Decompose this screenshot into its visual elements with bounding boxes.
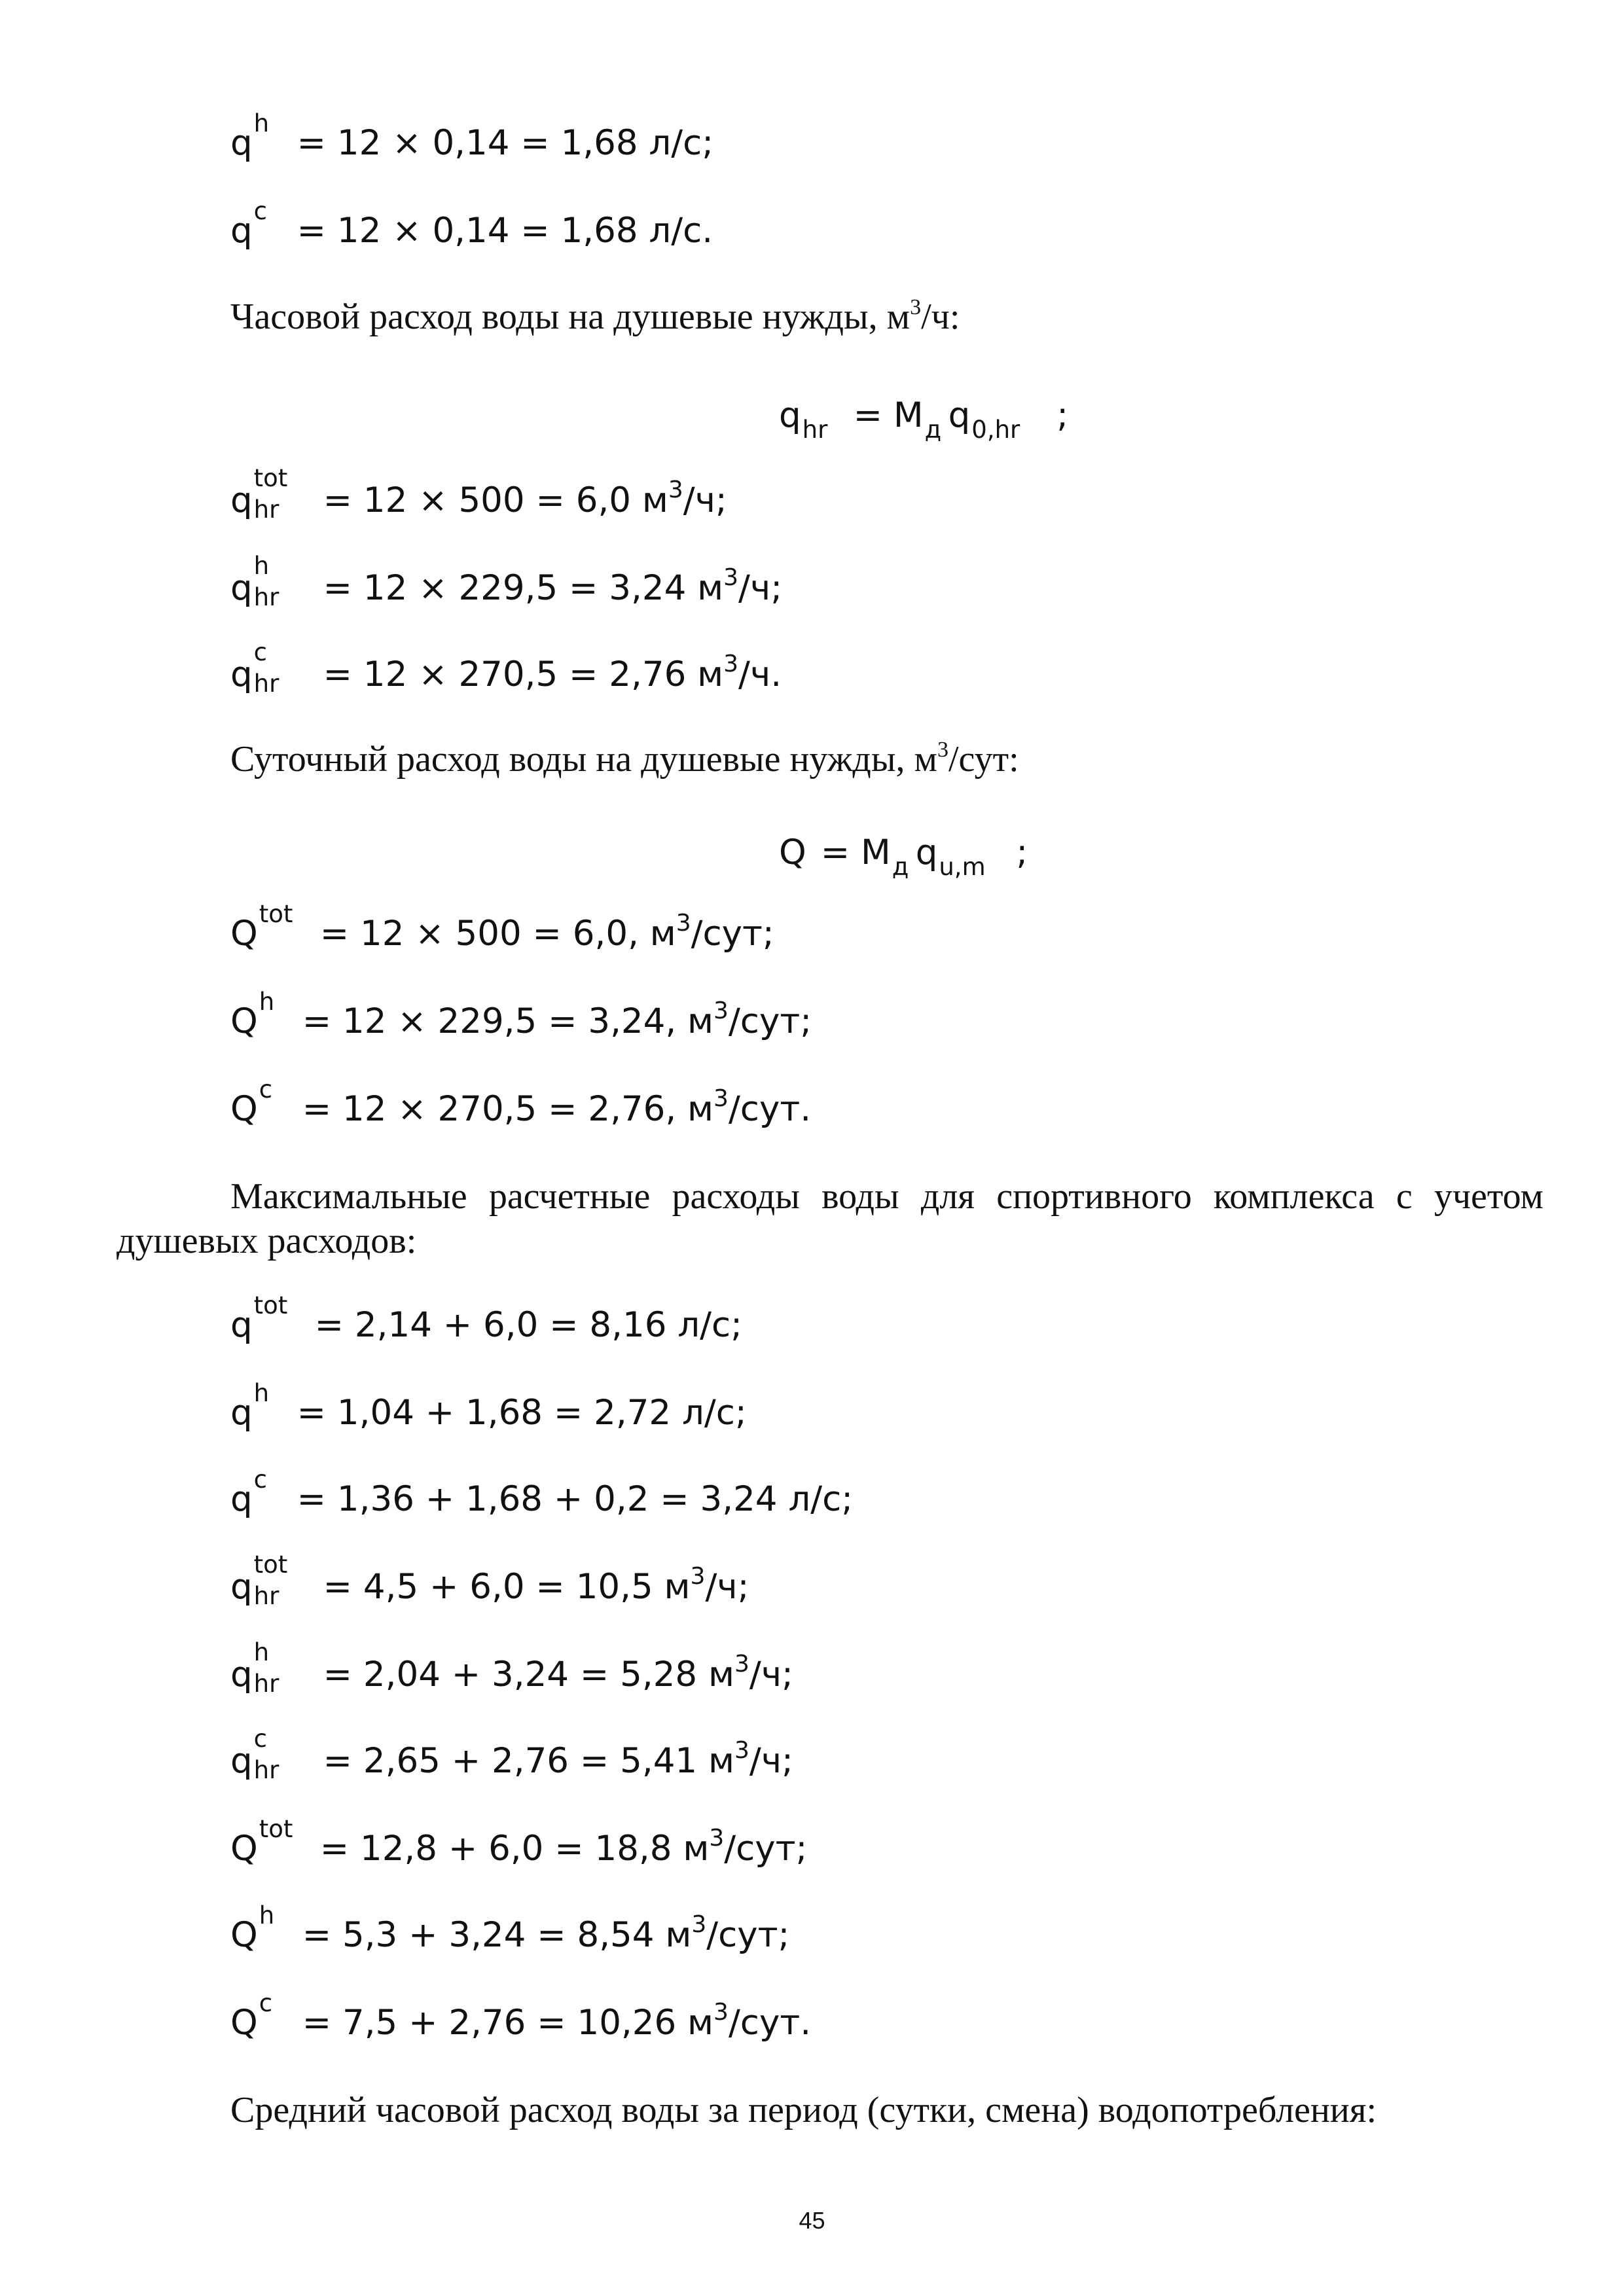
formula-max-Q-h: Q h = 5,3 + 3,24 = 8,54 $м^3$/сут; [230, 1901, 790, 1955]
formula-max-Q-c: Q c = 7,5 + 2,76 = 10,26 $м^3$/сут. [230, 1989, 812, 2043]
formula-max-qhr-c: q c hr = 2,65 + 2,76 = 5,41 $м^3/ч$; [230, 1725, 793, 1784]
formula-Q-c: Q c = 12 × 270,5 = 2,76, $м^3$/сут. [230, 1075, 812, 1129]
formula-max-q-tot: q tot = 2,14 + 6,0 = 8,16 л/с; [230, 1291, 742, 1345]
formula-daily-definition: Q = M д q u,m ; [779, 833, 1028, 881]
paragraph-hourly-shower: Часовой расход воды на душевые нужды, $м^3/ч$: [230, 295, 960, 337]
formula-max-q-h: q h = 1,04 + 1,68 = 2,72 л/с; [230, 1379, 747, 1433]
formula-qhr-tot: q tot hr = 12 × 500 = 6,0 $м^3/ч$; [230, 464, 727, 524]
formula-max-qhr-h: q h hr = 2,04 + 3,24 = 5,28 $м^3/ч$; [230, 1638, 793, 1698]
formula-qhr-c: q c hr = 12 × 270,5 = 2,76 $м^3/ч$. [230, 638, 782, 698]
paragraph-daily-shower: Суточный расход воды на душевые нужды, $м^3$/сут: [230, 738, 1019, 780]
formula-max-qhr-tot: q tot hr = 4,5 + 6,0 = 10,5 $м^3/ч$; [230, 1551, 749, 1610]
paragraph-max-flows-line1: Максимальные расчетные расходы воды для спортивного комплекса с учетом [230, 1176, 1543, 1217]
formula-qhr-h: q h hr = 12 × 229,5 = 3,24 $м^3/ч$; [230, 552, 783, 611]
formula-max-q-c: q c = 1,36 + 1,68 + 0,2 = 3,24 л/с; [230, 1465, 854, 1519]
formula-max-Q-tot: Q tot = 12,8 + 6,0 = 18,8 $м^3$/сут; [230, 1815, 808, 1869]
formula-qc-ls: q c = 12 × 0,14 = 1,68 л/с. [230, 197, 713, 251]
formula-hourly-definition: q hr = M д q 0,hr ; [779, 395, 1069, 444]
page-number: 45 [799, 2207, 825, 2234]
paragraph-average-hourly: Средний часовой расход воды за период (сутки, смена) водопотребления: [230, 2090, 1377, 2130]
formula-qh-ls: q h = 12 × 0,14 = 1,68 л/с; [230, 109, 714, 163]
formula-Q-h: Q h = 12 × 229,5 = 3,24, $м^3$/сут; [230, 988, 812, 1041]
formula-Q-tot: Q tot = 12 × 500 = 6,0, $м^3$/сут; [230, 900, 774, 954]
paragraph-max-flows-line2: душевых расходов: [117, 1221, 417, 1261]
